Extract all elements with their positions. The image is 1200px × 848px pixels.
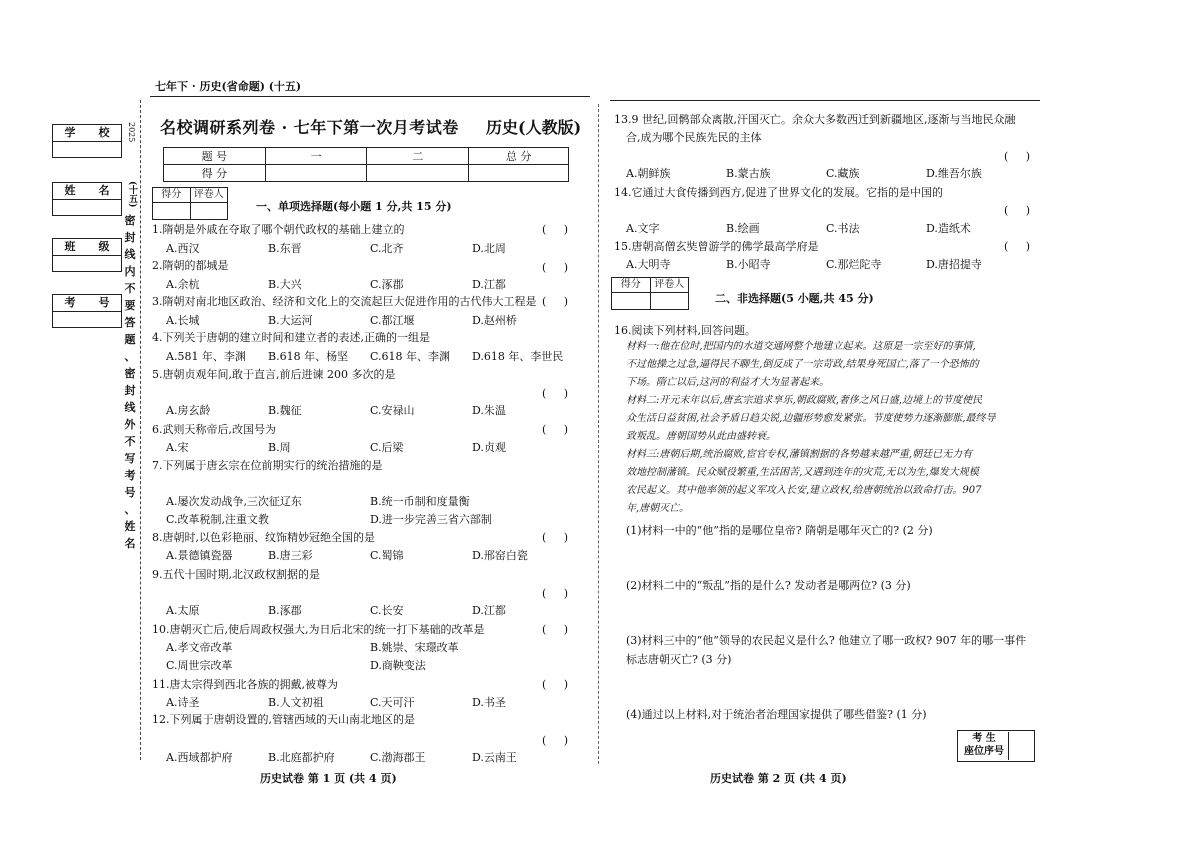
question-8-option-A: A.景德镇瓷器 (166, 549, 233, 562)
question-12-option-D: D.云南王 (472, 751, 517, 764)
question-10-option-B: B.姚崇、宋璟改革 (370, 641, 459, 654)
question-13-option-C: C.藏族 (826, 167, 860, 180)
question-9-stem: 9.五代十国时期,北汉政权割据的是 (152, 568, 320, 581)
top-rule-left (150, 96, 590, 97)
grader2-name-cell[interactable] (650, 293, 689, 309)
seal-char: 封 (124, 384, 136, 397)
question-13-stem: 13.9 世纪,回鹘部众离散,汗国灭亡。余众大多数西迁到新疆地区,逐渐与当地民众融 (614, 113, 1016, 126)
grader-box-1 (152, 187, 228, 220)
page-divider (598, 104, 599, 764)
score-cell-2[interactable] (367, 165, 469, 182)
seal-char: 姓 (124, 520, 136, 533)
seal-char: 、 (124, 350, 136, 363)
question-12-option-B: B.北庭都护府 (268, 751, 335, 764)
grader-score-cell[interactable] (153, 203, 190, 219)
name-label-1: 姓 (64, 184, 76, 197)
question-13-answer-blank[interactable]: ( ) (1004, 150, 1031, 163)
seal-char: 线 (124, 248, 136, 261)
question-11-answer-blank[interactable]: ( ) (542, 678, 569, 691)
question-8-option-C: C.蜀锦 (370, 549, 404, 562)
question-11-stem: 11.唐太宗得到西北各族的拥戴,被尊为 (152, 678, 338, 691)
question-3-option-D: D.赵州桥 (472, 314, 517, 327)
name-field[interactable] (52, 182, 122, 216)
question-8-stem: 8.唐朝时,以色彩艳丽、纹饰精妙冠绝全国的是 (152, 531, 375, 544)
question-4-option-C: C.618 年、李渊 (370, 350, 451, 363)
grader-name-cell[interactable] (190, 203, 228, 219)
seal-char: 内 (124, 265, 136, 278)
question-6-option-B: B.周 (268, 441, 291, 454)
top-series-label: 七年下 · 历史(省命题) (十五) (155, 80, 302, 93)
score-cell-1[interactable] (265, 165, 367, 182)
question-1-option-A: A.西汉 (166, 242, 200, 255)
question-2-stem: 2.隋朝的都城是 (152, 259, 229, 272)
question-3-option-B: B.大运河 (268, 314, 313, 327)
question-12-answer-blank[interactable]: ( ) (542, 734, 569, 747)
question-15-answer-blank[interactable]: ( ) (1004, 240, 1031, 253)
question-10-option-C: C.周世宗改革 (166, 659, 233, 672)
grader-score-label: 得分 (161, 189, 182, 200)
question-6-option-D: D.贞观 (472, 441, 506, 454)
question-8-option-D: D.邢窑白瓷 (472, 549, 528, 562)
question-9-option-C: C.长安 (370, 604, 404, 617)
question-7-stem: 7.下列属于唐玄宗在位前期实行的统治措施的是 (152, 459, 383, 472)
seal-line-dashed (140, 100, 141, 760)
question-1-option-D: D.北周 (472, 242, 506, 255)
question-2-option-D: D.江都 (472, 278, 506, 291)
seal-char: 号 (124, 486, 136, 499)
material-3-line-3: 农民起义。其中他率领的起义军攻入长安,建立政权,给唐朝统治以致命打击。907 (626, 485, 982, 496)
seat-number-input[interactable] (1010, 732, 1032, 760)
question-2-answer-blank[interactable]: ( ) (542, 261, 569, 274)
seal-char: 考 (124, 469, 136, 482)
footer-right: 历史试卷 第 2 页 (共 4 页) (710, 772, 847, 785)
section2-title: 二、非选择题(5 小题,共 45 分) (715, 292, 874, 305)
year-code: 2025 (127, 122, 136, 143)
question-13-option-B: B.蒙古族 (726, 167, 771, 180)
question-15-stem: 15.唐朝高僧玄奘曾游学的佛学最高学府是 (614, 240, 819, 253)
material-3-line-4: 年,唐朝灭亡。 (626, 503, 690, 514)
question-5-option-A: A.房玄龄 (166, 404, 211, 417)
class-label-1: 班 (64, 240, 76, 253)
grader2-score-cell[interactable] (612, 293, 650, 309)
seal-char: 线 (124, 401, 136, 414)
question-6-option-C: C.后梁 (370, 441, 404, 454)
question-5-option-B: B.魏征 (268, 404, 302, 417)
seat-label-line2: 座位序号 (964, 746, 1004, 757)
question-4-option-B: B.618 年、杨坚 (268, 350, 349, 363)
class-label-2: 级 (98, 240, 110, 253)
sub-question-1: (1)材料一中的“他”指的是哪位皇帝? 隋朝是哪年灭亡的? (2 分) (626, 524, 933, 537)
question-9-option-D: D.江都 (472, 604, 506, 617)
question-5-answer-blank[interactable]: ( ) (542, 387, 569, 400)
sub-question-4: (4)通过以上材料,对于统治者治理国家提供了哪些借鉴? (1 分) (626, 708, 927, 721)
question-11-option-B: B.人文初祖 (268, 696, 324, 709)
seal-char: 密 (124, 214, 136, 227)
question-3-answer-blank[interactable]: ( ) (542, 295, 569, 308)
sub-question-3b: 标志唐朝灭亡? (3 分) (626, 653, 732, 666)
question-4-option-D: D.618 年、李世民 (472, 350, 564, 363)
material-1-line-3: 下场。隋亡以后,这河的利益才大为显著起来。 (626, 377, 830, 388)
seal-char: 题 (124, 333, 136, 346)
score-header-1: 一 (265, 148, 367, 165)
question-3-option-C: C.都江堰 (370, 314, 415, 327)
material-3-line-2: 效地控制藩镇。民众赋役繁重,生活困苦,又遇到连年的灾荒,无以为生,爆发大规模 (626, 467, 979, 478)
seal-char: (十五) (127, 180, 137, 208)
sub-question-3a: (3)材料三中的“他”领导的农民起义是什么? 他建立了哪一政权? 907 年的哪一事件 (626, 634, 1027, 647)
question-6-answer-blank[interactable]: ( ) (542, 423, 569, 436)
material-2-line-2: 众生活日益贫困,社会矛盾日趋尖锐,边疆形势愈发紧张。节度使势力逐渐膨胀,最终导 (626, 413, 996, 424)
q16-stem: 16.阅读下列材料,回答问题。 (614, 324, 756, 337)
question-5-option-D: D.朱温 (472, 404, 506, 417)
seal-char: 、 (124, 503, 136, 516)
seal-char: 要 (124, 299, 136, 312)
grader2-score-label: 得分 (620, 279, 641, 290)
grader2-name-label: 评卷人 (650, 278, 689, 292)
question-8-answer-blank[interactable]: ( ) (542, 531, 569, 544)
score-table (163, 147, 569, 182)
seal-char: 密 (124, 367, 136, 380)
exam-number-label-2: 号 (98, 296, 110, 309)
question-10-option-A: A.孝文帝改革 (166, 641, 233, 654)
school-label-2: 校 (98, 126, 110, 139)
question-2-option-B: B.大兴 (268, 278, 302, 291)
material-1-line-1: 材料一:他在位时,把国内的水道交通网整个地建立起来。这原是一宗至好的事情, (626, 341, 976, 352)
question-9-answer-blank[interactable]: ( ) (542, 587, 569, 600)
material-3-line-1: 材料三:唐朝后期,统治腐败,宦官专权,藩镇割据的各势越来越严重,朝廷已无力有 (626, 449, 973, 460)
question-7-option-A: A.屡次发动战争,三次征辽东 (166, 495, 302, 508)
question-10-stem: 10.唐朝灭亡后,使后周政权强大,为日后北宋的统一打下基础的改革是 (152, 623, 485, 636)
material-2-line-3: 致叛乱。唐朝国势从此由盛转衰。 (626, 431, 776, 442)
seat-label-line1: 考 生 (972, 733, 996, 744)
question-14-option-A: A.文字 (626, 222, 660, 235)
question-9-option-A: A.太原 (166, 604, 200, 617)
question-13-stem-cont: 合,成为哪个民族先民的主体 (626, 131, 762, 144)
question-5-stem: 5.唐朝贞观年间,敢于直言,前后进谏 200 多次的是 (152, 368, 396, 381)
section1-title: 一、单项选择题(每小题 1 分,共 15 分) (256, 200, 452, 213)
question-15-option-A: A.大明寺 (626, 258, 671, 271)
question-11-option-C: C.天可汗 (370, 696, 415, 709)
question-11-option-D: D.书圣 (472, 696, 506, 709)
score-header-2: 二 (367, 148, 469, 165)
question-15-option-B: B.小昭寺 (726, 258, 771, 271)
seal-char: 答 (124, 316, 136, 329)
seat-number-box (957, 730, 1035, 762)
material-1-line-2: 不过他操之过急,逼得民不聊生,倒反成了一宗苛政,结果身死国亡,落了一个恐怖的 (626, 359, 979, 370)
school-label-1: 学 (64, 126, 76, 139)
top-rule-right (610, 100, 1040, 101)
name-label-2: 名 (98, 184, 110, 197)
question-14-option-C: C.书法 (826, 222, 860, 235)
score-header-total: 总 分 (469, 148, 569, 165)
question-12-option-A: A.西域都护府 (166, 751, 233, 764)
question-8-option-B: B.唐三彩 (268, 549, 313, 562)
question-4-option-A: A.581 年、李渊 (166, 350, 246, 363)
seal-char: 写 (124, 452, 136, 465)
seal-char: 外 (124, 418, 136, 431)
class-field[interactable] (52, 238, 122, 272)
question-1-stem: 1.隋朝是外戚在夺取了哪个朝代政权的基础上建立的 (152, 223, 405, 236)
question-1-option-C: C.北齐 (370, 242, 404, 255)
seal-char: 不 (124, 282, 136, 295)
question-5-option-C: C.安禄山 (370, 404, 415, 417)
material-2-line-1: 材料二:开元末年以后,唐玄宗追求享乐,朝政腐败,奢侈之风日盛,边境上的节度使民 (626, 395, 983, 406)
question-14-answer-blank[interactable]: ( ) (1004, 204, 1031, 217)
question-13-option-D: D.维吾尔族 (926, 167, 982, 180)
question-4-stem: 4.下列关于唐朝的建立时间和建立者的表述,正确的一组是 (152, 331, 430, 344)
question-10-option-D: D.商鞅变法 (370, 659, 426, 672)
subject-title: 历史(人教版) (486, 118, 582, 137)
question-11-option-A: A.诗圣 (166, 696, 200, 709)
question-3-stem: 3.隋朝对南北地区政治、经济和文化上的交流起巨大促进作用的古代伟大工程是 (152, 295, 537, 308)
seal-char: 名 (124, 537, 136, 550)
question-15-option-C: C.那烂陀寺 (826, 258, 882, 271)
question-14-stem: 14.它通过大食传播到西方,促进了世界文化的发展。它指的是中国的 (614, 186, 943, 199)
sub-question-2: (2)材料二中的“叛乱”指的是什么? 发动者是哪两位? (3 分) (626, 579, 911, 592)
score-row-label: 得 分 (164, 165, 266, 182)
question-6-stem: 6.武则天称帝后,改国号为 (152, 423, 276, 436)
question-7-option-D: D.进一步完善三省六部制 (370, 513, 492, 526)
seal-char: 不 (124, 435, 136, 448)
question-2-option-C: C.涿郡 (370, 278, 404, 291)
question-12-option-C: C.渤海郡王 (370, 751, 426, 764)
question-14-option-D: D.造纸术 (926, 222, 971, 235)
school-field[interactable] (52, 124, 122, 158)
grader-box-2 (611, 277, 689, 310)
question-2-option-A: A.余杭 (166, 278, 200, 291)
question-14-option-B: B.绘画 (726, 222, 760, 235)
question-13-option-A: A.朝鲜族 (626, 167, 671, 180)
seal-line-vertical-text (123, 176, 137, 552)
question-7-option-C: C.改革税制,注重文教 (166, 513, 270, 526)
question-1-option-B: B.东晋 (268, 242, 302, 255)
exam-number-field[interactable] (52, 294, 122, 328)
question-6-option-A: A.宋 (166, 441, 189, 454)
question-9-option-B: B.涿郡 (268, 604, 302, 617)
page-title: 名校调研系列卷 · 七年下第一次月考试卷 (160, 118, 459, 137)
question-10-answer-blank[interactable]: ( ) (542, 623, 569, 636)
question-1-answer-blank[interactable]: ( ) (542, 223, 569, 236)
footer-left: 历史试卷 第 1 页 (共 4 页) (260, 772, 397, 785)
seal-char: 封 (124, 231, 136, 244)
exam-number-label-1: 考 (64, 296, 76, 309)
question-3-option-A: A.长城 (166, 314, 200, 327)
grader-name-label: 评卷人 (190, 188, 228, 202)
question-15-option-D: D.唐招提寺 (926, 258, 982, 271)
seat-label (960, 732, 1009, 760)
score-header-label: 题 号 (164, 148, 266, 165)
question-7-option-B: B.统一币制和度量衡 (370, 495, 470, 508)
score-cell-total[interactable] (469, 165, 569, 182)
question-12-stem: 12.下列属于唐朝设置的,管辖西域的天山南北地区的是 (152, 713, 415, 726)
